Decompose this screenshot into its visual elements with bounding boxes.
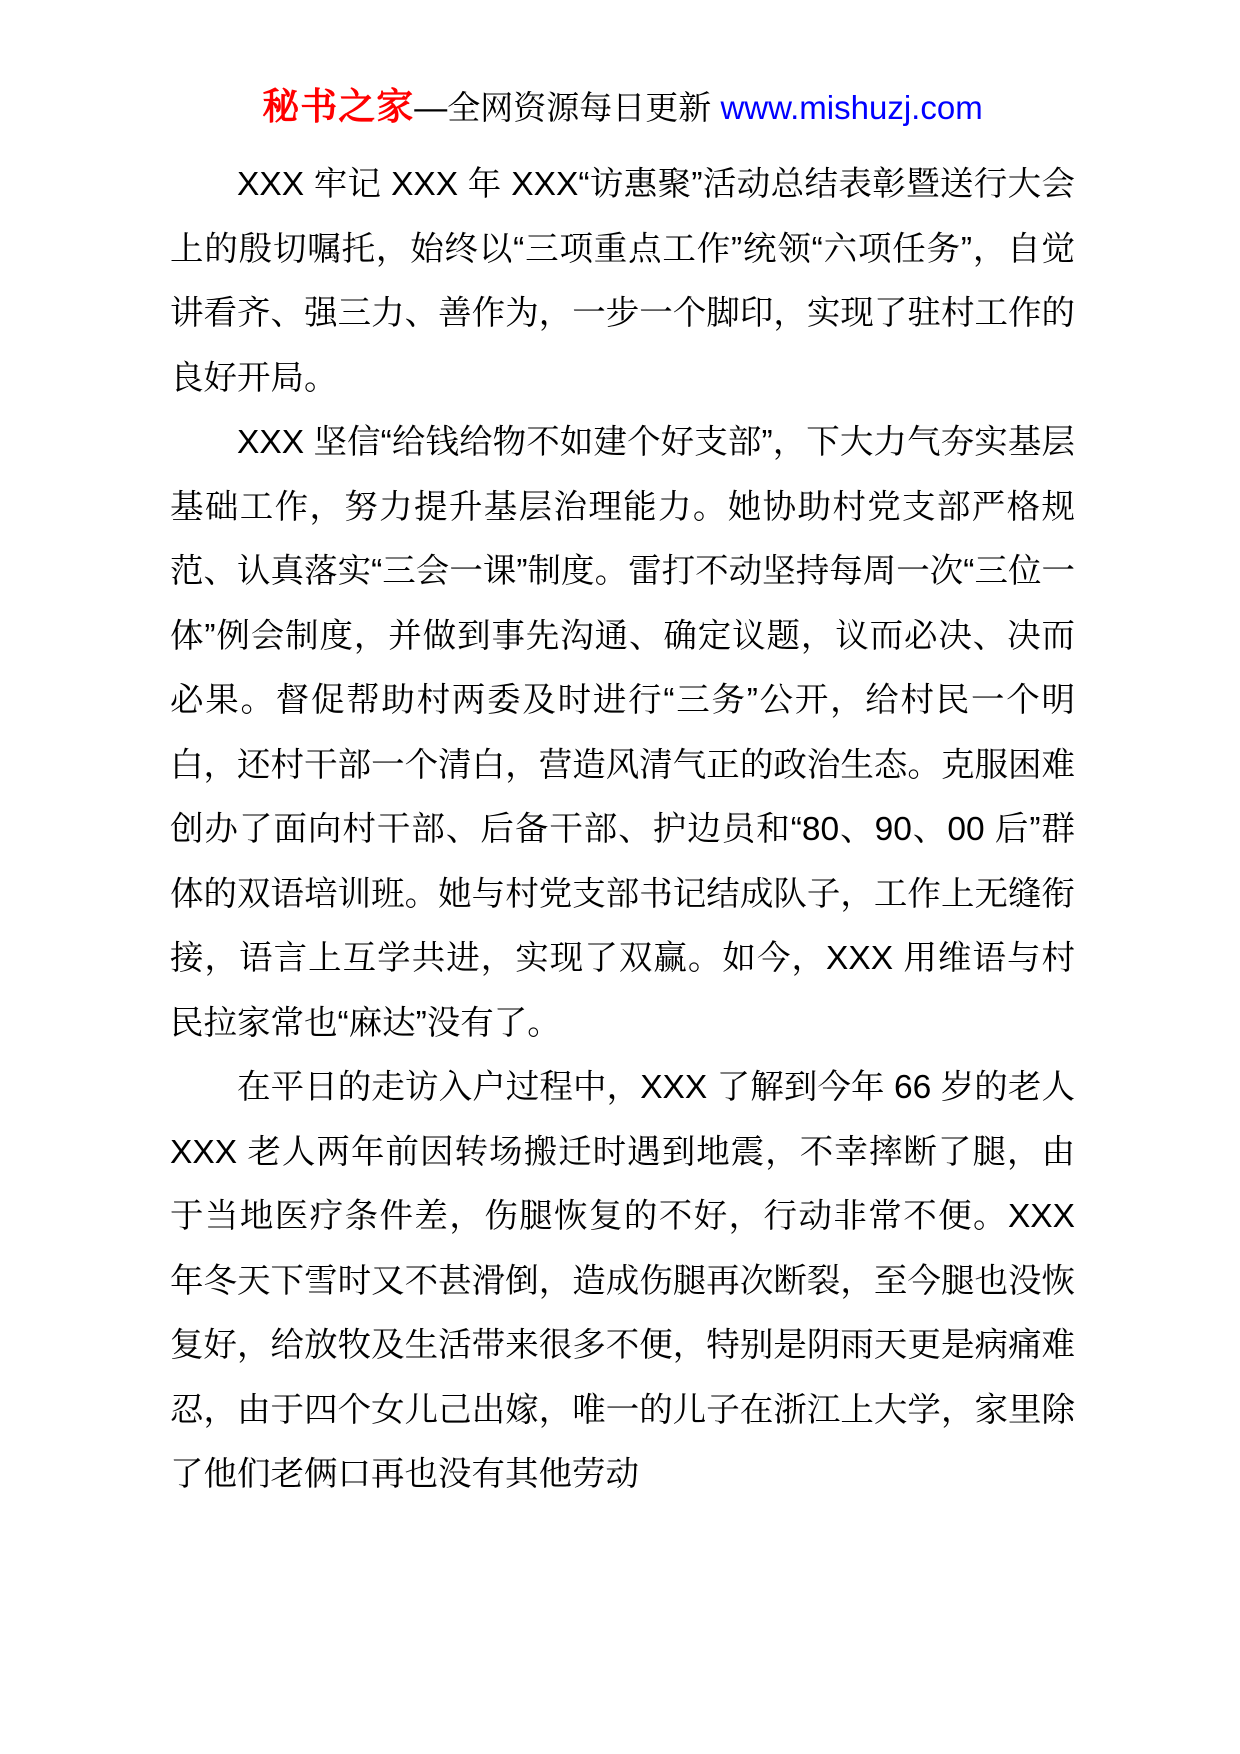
body-paragraph-2: XXX 坚信“给钱给物不如建个好支部”，下大力气夯实基层基础工作，努力提升基层治理能力。她协助村党支部严格规范、认真落实“三会一课”制度。雷打不动坚持每周一次“三位一体”例会制度，并做到事先沟通、确定议题，议而必决、决而必果。督促帮助村两委及时进行“三务”公开，给村民一个明白，还村干部一个清白，营造风清气正的政治生态。克服困难创办了面向村干部、后备干部、护边员和“80、90、00 后”群体的双语培训班。她与村党支部书记结成队子，工作上无缝衔接，语言上互学共进，实现了双赢。如今，XXX 用维语与村民拉家常也“麻达”没有了。 [170, 424, 1075, 1042]
site-url-link[interactable]: www.mishuzj.com [720, 89, 983, 126]
document-body [170, 153, 1075, 1508]
body-paragraph-3: 在平日的走访入户过程中，XXX 了解到今年 66 岁的老人 XXX 老人两年前因转场搬迁时遇到地震，不幸摔断了腿，由于当地医疗条件差，伤腿恢复的不好，行动非常不便。XXX 年冬天下雪时又不甚滑倒，造成伤腿再次断裂，至今腿也没恢复好，给放牧及生活带来很多不便，特别是阴雨天更是病痛难忍，由于四个女儿己出嫁，唯一的儿子在浙江上大学，家里除了他们老俩口再也没有其他劳动 [170, 1069, 1075, 1493]
site-header [170, 84, 1075, 131]
header-tagline: —全网资源每日更新 [414, 89, 712, 126]
brand-name: 秘书之家 [262, 86, 415, 127]
body-paragraph-1: XXX 牢记 XXX 年 XXX“访惠聚”活动总结表彰暨送行大会上的殷切嘱托，始终以“三项重点工作”统领“六项任务”，自觉讲看齐、强三力、善作为，一步一个脚印，实现了驻村工作的良好开局。 [170, 166, 1075, 397]
